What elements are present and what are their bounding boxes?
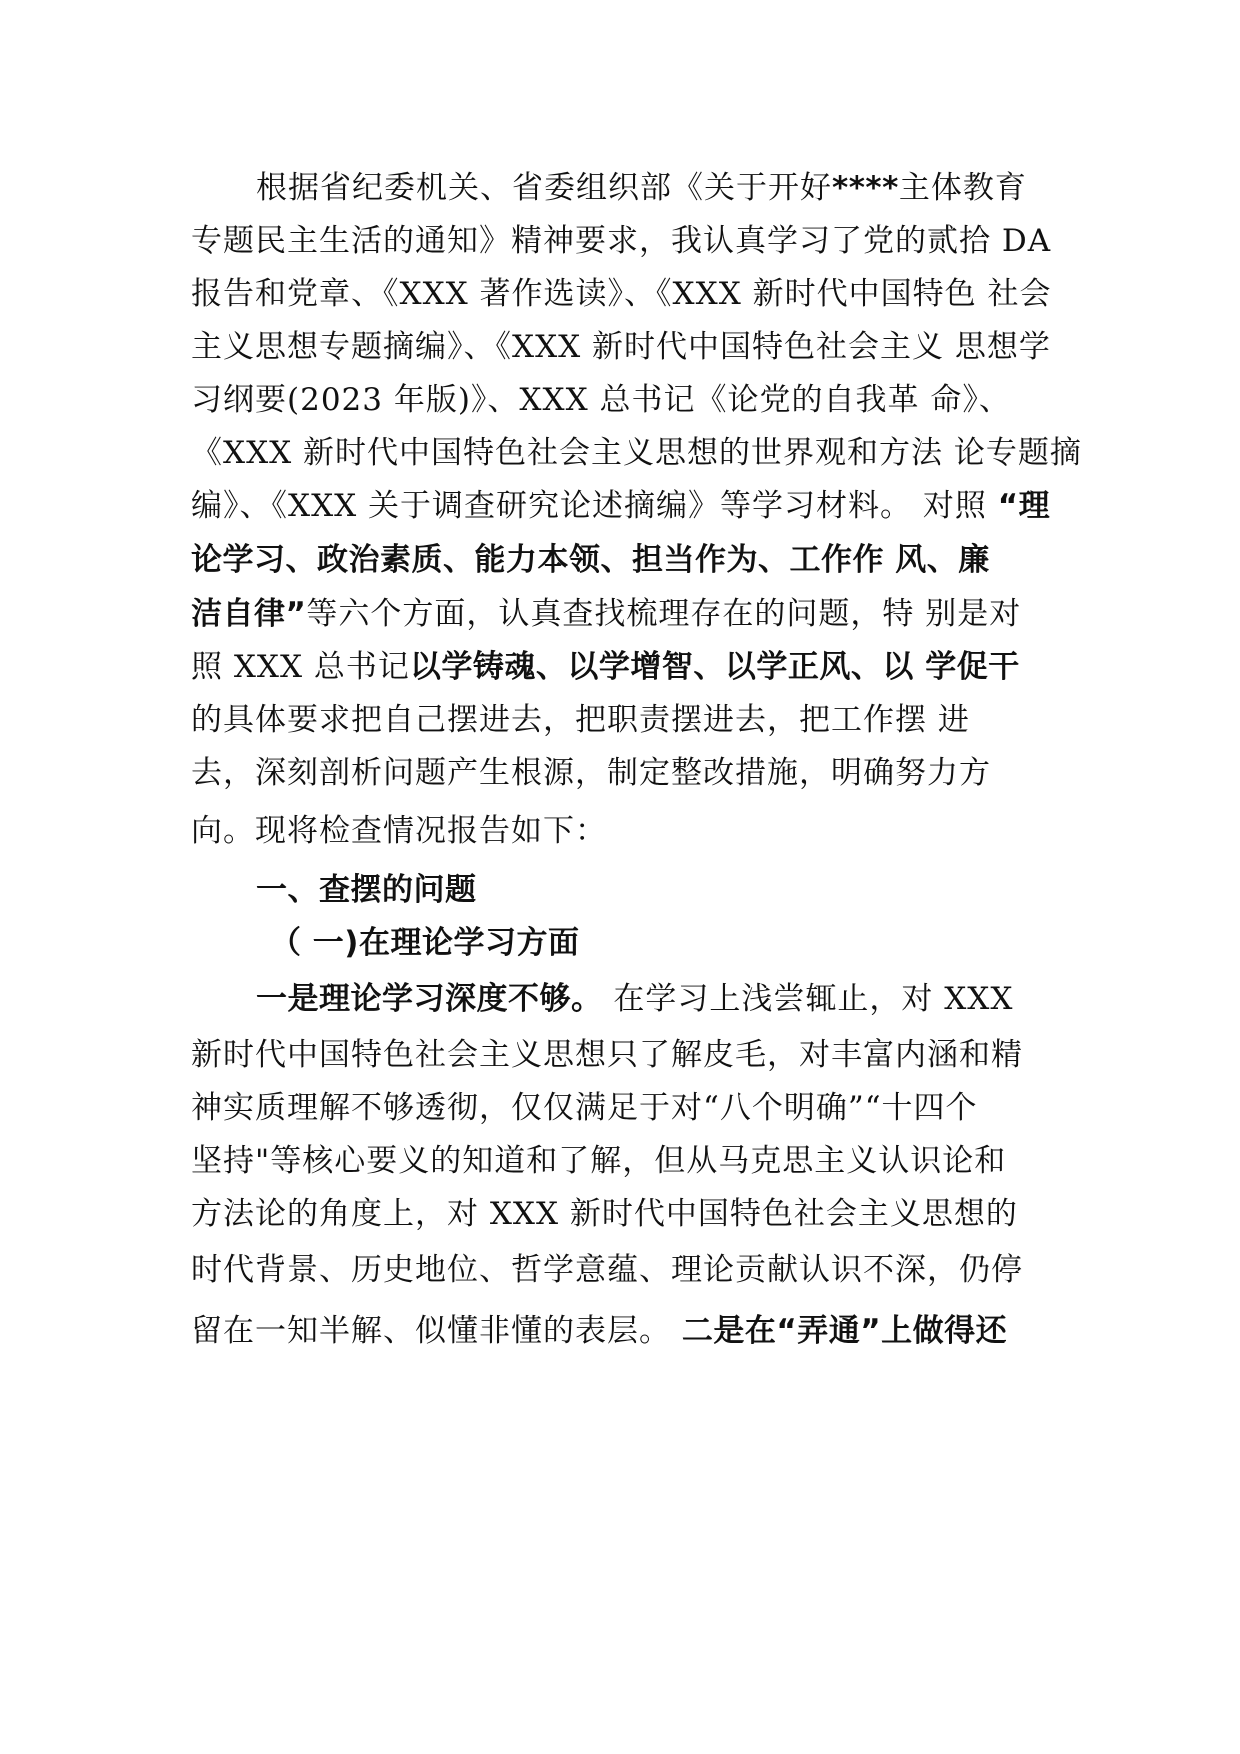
paragraph-1-line-5: 习纲要(2023 年版)》、XXX 总书记《论党的自我革 命》、	[191, 382, 1011, 418]
text: 根据省纪委机关、省委组织部《关于开好	[256, 170, 832, 206]
paragraph-1-line-12: 去，深刻剖析问题产生根源，制定整改措施，明确努力方	[191, 755, 991, 791]
paragraph-1-line-4: 主义思想专题摘编》、《XXX 新时代中国特色社会主义 思想学	[191, 329, 1051, 365]
paragraph-2-line-3: 神实质理解不够透彻，仅仅满足于对“八个明确”“十四个	[191, 1090, 978, 1126]
paragraph-1-line-13: 向。现将检查情况报告如下：	[191, 813, 607, 849]
text: 等六个方面，认真查找梳理存在的问题，特 别是对	[306, 596, 1022, 632]
bold-text: 以学铸魂、以学增智、以学正风、以 学促干	[409, 649, 1020, 685]
paragraph-2-line-7	[191, 1311, 1007, 1351]
paragraph-2-line-5: 方法论的角度上，对 XXX 新时代中国特色社会主义思想的	[191, 1196, 1018, 1232]
subsection-heading: （ 一)在理论学习方面	[270, 925, 580, 961]
bold-text: 洁自律”	[191, 596, 307, 632]
section-heading: 一、查摆的问题	[256, 872, 477, 908]
paragraph-1-line-2: 专题民主生活的通知》精神要求，我认真学习了党的贰拾 DA	[191, 223, 1052, 259]
paragraph-2-line-6: 时代背景、历史地位、哲学意蕴、理论贡献认识不深，仍停	[191, 1252, 1023, 1288]
paragraph-1-line-11: 的具体要求把自己摆进去，把职责摆进去，把工作摆 进	[191, 702, 970, 738]
paragraph-2-line-4: 坚持"等核心要义的知道和了解，但从马克思主义认识论和	[191, 1143, 1007, 1179]
text: 照 XXX 总书记	[191, 649, 410, 685]
paragraph-1-line-8: 论学习、政治素质、能力本领、担当作为、工作作 风、廉	[191, 542, 990, 578]
text: 主体教育	[898, 170, 1027, 206]
text: 编》、《XXX 关于调查研究论述摘编》等学习材料。 对照	[191, 488, 998, 524]
paragraph-2-line-1	[256, 979, 1013, 1019]
paragraph-1-line-10	[191, 647, 1020, 687]
paragraph-1-line-9	[191, 594, 1021, 634]
paragraph-1-line-7	[191, 486, 1050, 526]
paragraph-1-line-6: 《XXX 新时代中国特色社会主义思想的世界观和方法 论专题摘	[191, 435, 1082, 471]
masked-text: ****	[832, 170, 899, 206]
bold-text: “理	[997, 488, 1051, 524]
paragraph-1-line-1	[256, 168, 1027, 208]
paragraph-2-line-2: 新时代中国特色社会主义思想只了解皮毛，对丰富内涵和精	[191, 1037, 1023, 1073]
bold-text: 二是在“弄通”上做得还	[681, 1313, 1008, 1349]
bold-text: 一是理论学习深度不够。	[256, 981, 603, 1017]
paragraph-1-line-3: 报告和党章、《XXX 著作选读》、《XXX 新时代中国特色 社会	[191, 276, 1052, 312]
text: 在学习上浅尝辄止，对 XXX	[602, 981, 1014, 1017]
text: 留在一知半解、似懂非懂的表层。	[191, 1313, 682, 1349]
